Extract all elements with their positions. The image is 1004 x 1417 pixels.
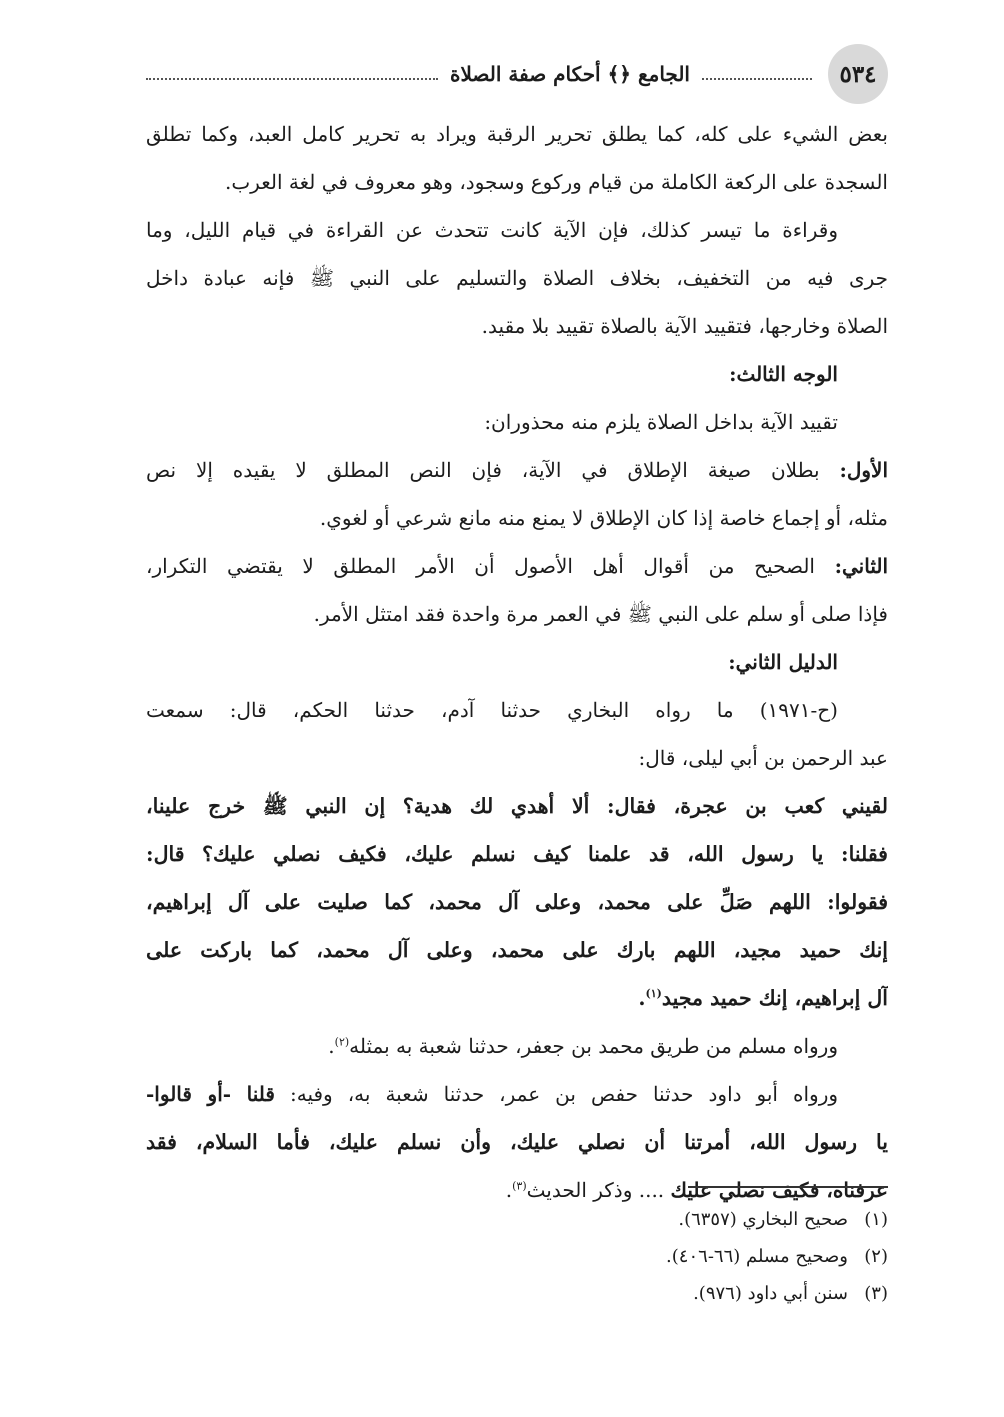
section-heading: الدليل الثاني: — [728, 650, 838, 674]
footnote-text: صحيح البخاري (٦٣٥٧). — [678, 1209, 848, 1230]
body-text — [146, 110, 888, 1214]
footnote-text: سنن أبي داود (٩٧٦). — [693, 1283, 848, 1304]
footnote-number: (١) — [864, 1209, 888, 1230]
header-dots-left — [146, 78, 438, 80]
hadith-line: آل إبراهيم، إنك حميد مجيد$^{(١)}$. — [638, 986, 888, 1010]
text-line — [146, 446, 888, 494]
text-line: (ح-١٩٧١) ما رواه البخاري حدثنا آدم، حدثنا الحكم، قال: سمعت — [146, 698, 838, 722]
book-title: الجامع ﴿﴾ أحكام صفة الصلاة — [450, 62, 690, 86]
label-first: الأول: — [839, 458, 888, 482]
footnote — [288, 1275, 888, 1312]
text-line: بعض الشيء على كله، كما يطلق تحرير الرقبة ويراد به تحرير كامل العبد، وكما تطلق — [146, 122, 888, 146]
footnote — [288, 1238, 888, 1275]
header-dots-right — [702, 78, 812, 80]
footnote-separator — [688, 1186, 888, 1188]
text-line: عبد الرحمن بن أبي ليلى، قال: — [638, 746, 888, 770]
hadith-line: إنك حميد مجيد، اللهم بارك على محمد، وعلى آل محمد، كما باركت على — [146, 938, 888, 962]
page-number: ٥٣٤ — [828, 44, 888, 104]
footnote-ref: (٣) — [512, 1179, 527, 1193]
text-line: السجدة على الركعة الكاملة من قيام وركوع وسجود، وهو معروف في لغة العرب. — [225, 170, 888, 194]
text-line — [146, 542, 888, 590]
text-line: جرى فيه من التخفيف، بخلاف الصلاة والتسليم على النبي ﷺ فإنه عبادة داخل — [146, 266, 888, 290]
text-line — [146, 1070, 888, 1118]
footnote-number: (٢) — [864, 1246, 888, 1267]
hadith-line: فقلنا: يا رسول الله، قد علمنا كيف نسلم عليك، فكيف نصلي عليك؟ قال: — [146, 842, 888, 866]
text-span: عرفناه، فكيف نصلي عليك — [670, 1178, 888, 1202]
hadith-line: لقيني كعب بن عجرة، فقال: ألا أهدي لك هدية؟ إن النبي ﷺ خرج علينا، — [146, 794, 888, 818]
text-span: ورواه أبو داود حدثنا حفص بن عمر، حدثنا شعبة به، وفيه: — [290, 1082, 839, 1106]
hadith-line: يا رسول الله، أمرتنا أن نصلي عليك، وأن نسلم عليك، فأما السلام، فقد — [146, 1130, 888, 1154]
text-line: فإذا صلى أو سلم على النبي ﷺ في العمر مرة واحدة فقد امتثل الأمر. — [313, 602, 888, 626]
text-span: آل إبراهيم، إنك حميد مجيد — [661, 986, 888, 1010]
text-line: عرفناه، فكيف نصلي عليك .... وذكر الحديث$^{(٣)}$. — [505, 1178, 888, 1202]
section-heading: الوجه الثالث: — [729, 362, 838, 386]
text-line: وقراءة ما تيسر كذلك، فإن الآية كانت تتحدث عن القراءة في قيام الليل، وما — [146, 218, 838, 242]
text-span: ورواه مسلم من طريق محمد بن جعفر، حدثنا شعبة به بمثله — [349, 1034, 838, 1058]
text-line: مثله، أو إجماع خاصة إذا كان الإطلاق لا يمنع منه مانع شرعي أو لغوي. — [319, 506, 888, 530]
footnotes — [288, 1201, 888, 1312]
footnote-ref: (٢) — [334, 1035, 350, 1049]
text-line: الصلاة وخارجها، فتقييد الآية بالصلاة تقييد بلا مقيد. — [481, 314, 888, 338]
text-span: .... وذكر الحديث — [526, 1178, 665, 1202]
page-header — [146, 44, 888, 104]
running-title — [146, 62, 812, 86]
label-second: الثاني: — [834, 554, 888, 578]
footnote-text: وصحيح مسلم (٦٦-٤٠٦). — [666, 1246, 848, 1267]
text-span: قلنا -أو قالوا- — [146, 1082, 275, 1106]
hadith-line: فقولوا: اللهم صَلِّ على محمد، وعلى آل محمد، كما صليت على آل إبراهيم، — [146, 890, 888, 914]
text-line: ورواه مسلم من طريق محمد بن جعفر، حدثنا شعبة به بمثله$^{(٢)}$. — [328, 1034, 838, 1058]
text-span: الصحيح من أقوال أهل الأصول أن الأمر المطلق لا يقتضي التكرار، — [146, 554, 815, 578]
text-line: تقييد الآية بداخل الصلاة يلزم منه محذوران: — [484, 410, 838, 434]
footnote-ref: (١) — [645, 987, 662, 1001]
footnote-number: (٣) — [864, 1283, 888, 1304]
footnote — [288, 1201, 888, 1238]
text-span: بطلان صيغة الإطلاق في الآية، فإن النص المطلق لا يقيده إلا نص — [146, 458, 820, 482]
